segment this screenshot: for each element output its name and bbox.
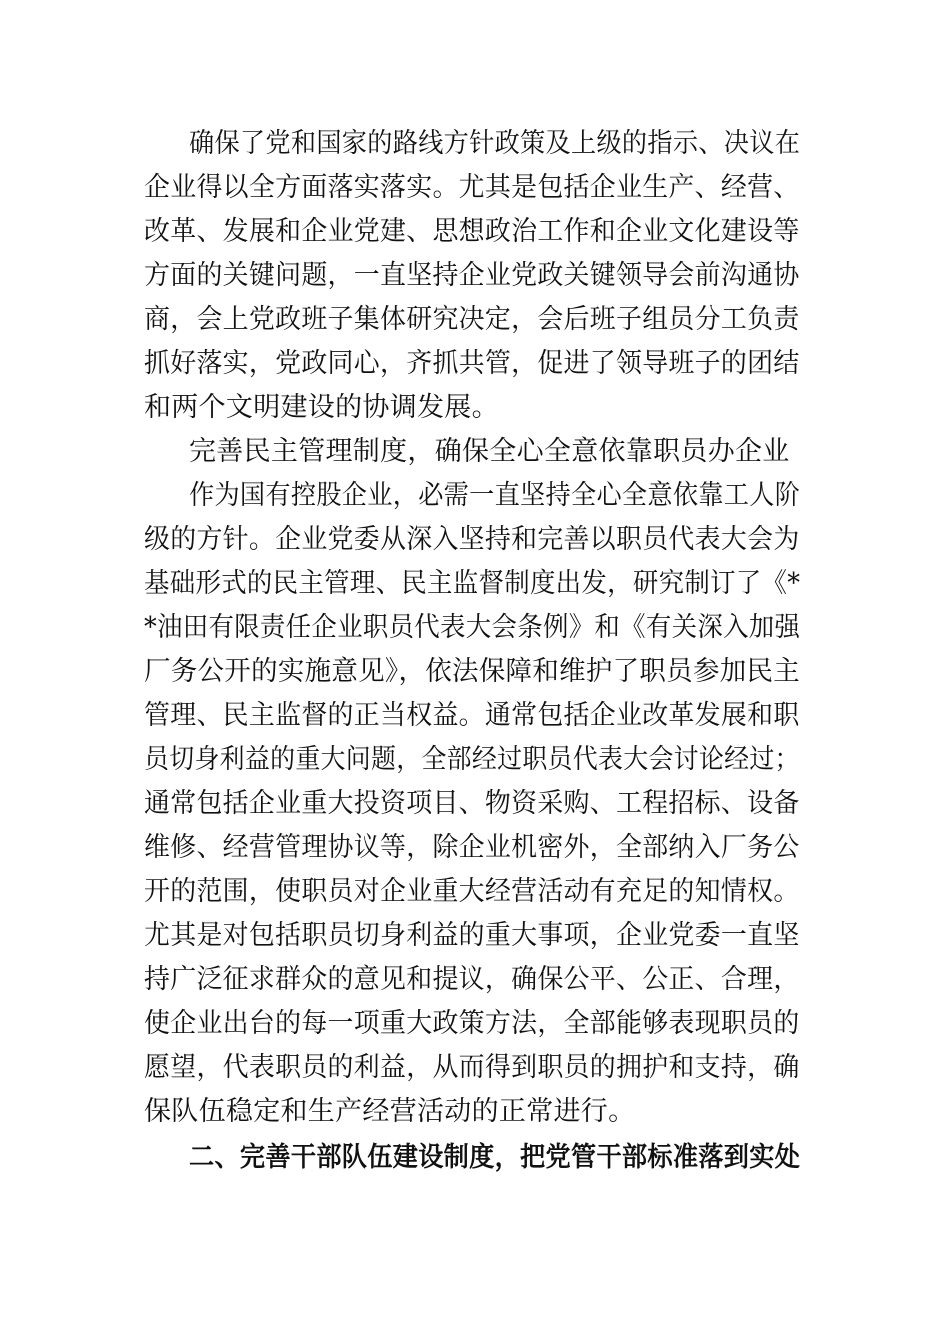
paragraph-line: 级的方针。企业党委从深入坚持和完善以职员代表大会为 bbox=[144, 524, 800, 555]
paragraph-line: 基础形式的民主管理、民主监督制度出发，研究制订了《* bbox=[144, 568, 801, 599]
paragraph-line: 开的范围，使职员对企业重大经营活动有充足的知情权。 bbox=[144, 876, 800, 907]
paragraph-line: *油田有限责任企业职员代表大会条例》和《有关深入加强 bbox=[144, 612, 801, 643]
section-subheading: 完善民主管理制度，确保全心全意依靠职员办企业 bbox=[189, 436, 790, 467]
paragraph-line: 管理、民主监督的正当权益。通常包括企业改革发展和职 bbox=[144, 700, 800, 731]
paragraph-line: 方面的关键问题，一直坚持企业党政关键领导会前沟通协 bbox=[144, 260, 800, 291]
paragraph-line: 尤其是对包括职员切身利益的重大事项，企业党委一直坚 bbox=[144, 920, 800, 951]
paragraph-line: 使企业出台的每一项重大政策方法，全部能够表现职员的 bbox=[144, 1008, 800, 1039]
paragraph-line: 持广泛征求群众的意见和提议，确保公平、公正、合理， bbox=[144, 964, 800, 995]
section-heading: 二、完善干部队伍建设制度，把党管干部标准落到实处 bbox=[189, 1142, 801, 1173]
paragraph-line: 愿望，代表职员的利益，从而得到职员的拥护和支持，确 bbox=[144, 1052, 800, 1083]
paragraph-line: 和两个文明建设的协调发展。 bbox=[144, 392, 499, 423]
paragraph-line: 通常包括企业重大投资项目、物资采购、工程招标、设备 bbox=[144, 788, 800, 819]
paragraph-line: 改革、发展和企业党建、思想政治工作和企业文化建设等 bbox=[144, 216, 800, 247]
paragraph-line: 维修、经营管理协议等，除企业机密外，全部纳入厂务公 bbox=[144, 832, 800, 863]
paragraph-line: 保队伍稳定和生产经营活动的正常进行。 bbox=[144, 1096, 636, 1127]
paragraph-line: 企业得以全方面落实落实。尤其是包括企业生产、经营、 bbox=[144, 172, 800, 203]
paragraph-line: 厂务公开的实施意见》，依法保障和维护了职员参加民主 bbox=[144, 656, 801, 687]
paragraph-line: 确保了党和国家的路线方针政策及上级的指示、决议在 bbox=[189, 128, 801, 159]
paragraph-line: 抓好落实，党政同心，齐抓共管，促进了领导班子的团结 bbox=[144, 348, 800, 379]
paragraph-line: 作为国有控股企业，必需一直坚持全心全意依靠工人阶 bbox=[189, 480, 801, 511]
paragraph-line: 商，会上党政班子集体研究决定，会后班子组员分工负责 bbox=[144, 304, 800, 335]
paragraph-line: 员切身利益的重大问题，全部经过职员代表大会讨论经过； bbox=[144, 744, 800, 775]
